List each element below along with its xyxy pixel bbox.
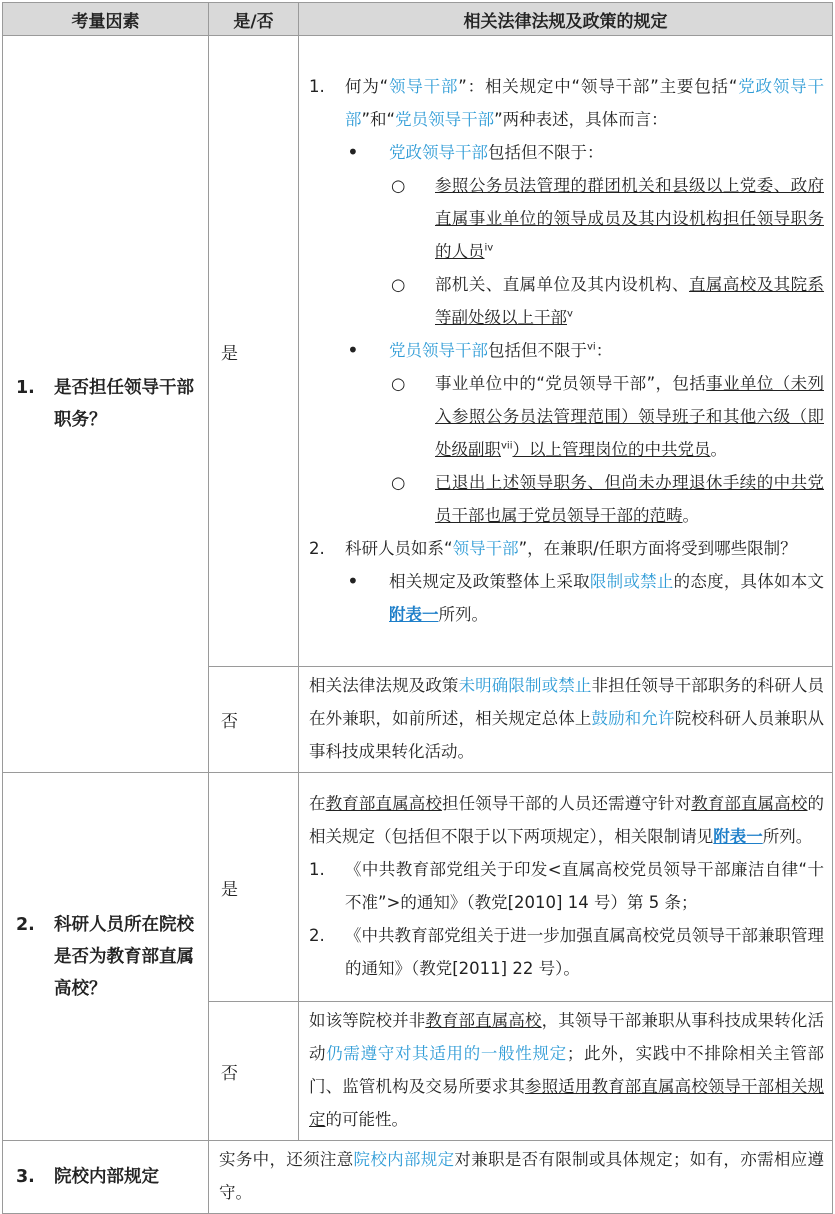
factor-title: 是否担任领导干部职务？ [54, 378, 194, 430]
list-item: ○ 已退出上述领导职务、但尚未办理退休手续的中共党员干部也属于党员领导干部的范畴。 [309, 466, 824, 532]
list-item: ○ 部机关、直属单位及其内设机构、直属高校及其院系等副处级以上干部$^v$ [309, 268, 824, 334]
bullet-icon: • [347, 139, 359, 164]
factor-number: 3. [16, 1167, 35, 1187]
regulation-table [2, 2, 833, 1214]
answer-yes: 是 [209, 773, 299, 1002]
list-item: ○ 事业单位中的“党员领导干部”，包括事业单位（未列入参照公务员法管理范围）领导班子和其他六级（即处级副职$^{vii}$）以上管理岗位的中共党员。 [309, 367, 824, 466]
factor-title: 科研人员所在院校是否为教育部直属高校？ [54, 914, 194, 999]
rule-cell: 实务中，还须注意院校内部规定对兼职是否有限制或具体规定；如有，亦需相应遵守。 [209, 1141, 833, 1214]
header-yes-no: 是/否 [209, 3, 299, 36]
rule-cell: 在教育部直属高校担任领导干部的人员还需遵守针对教育部直属高校的相关规定（包括但不限于以下两项规定），相关限制请见附表一所列。 1. 《中共教育部党组关于印发<直属高校党员领导干部廉洁自律“十不准”>的通知》（教党[2010] 14 号）第 5 条； 2. 《中共教育部党组关于进一步加强直属高校党员领导干部兼职管理的通知》（教党[2011] 22 号）。 [299, 773, 833, 1002]
answer-yes: 是 [209, 36, 299, 667]
rule-cell: 相关法律法规及政策未明确限制或禁止非担任领导干部职务的科研人员在外兼职，如前所述，相关规定总体上鼓励和允许院校科研人员兼职从事科技成果转化活动。 [299, 667, 833, 773]
list-item: ○ 参照公务员法管理的群团机关和县级以上党委、政府直属事业单位的领导成员及其内设机构担任领导职务的人员$^{iv}$ [309, 169, 824, 268]
list-item: • 党员领导干部包括但不限于$^{vi}$： [309, 334, 824, 367]
factor-number: 1. [16, 378, 35, 398]
header-rules: 相关法律法规及政策的规定 [299, 3, 833, 36]
list-item: • 相关规定及政策整体上采取限制或禁止的态度，具体如本文附表一所列。 [309, 565, 824, 631]
list-number: 1. [309, 860, 325, 879]
list-item: • 党政领导干部包括但不限于： [309, 136, 824, 169]
circle-bullet-icon: ○ [391, 274, 406, 294]
list-item: 1. 何为“领导干部”：相关规定中“领导干部”主要包括“党政领导干部”和“党员领导干部”两种表述，具体而言： [309, 70, 824, 136]
answer-no: 否 [209, 667, 299, 773]
appendix-link[interactable]: 附表一 [389, 604, 439, 624]
header-factor: 考量因素 [3, 3, 209, 36]
circle-bullet-icon: ○ [391, 373, 406, 393]
appendix-link[interactable]: 附表一 [713, 827, 763, 846]
list-number: 2. [309, 926, 325, 945]
list-number: 1. [309, 76, 325, 96]
circle-bullet-icon: ○ [391, 472, 406, 492]
rule-cell [299, 36, 833, 667]
factor-number: 2. [16, 914, 35, 935]
table-row [3, 773, 833, 1002]
bullet-icon: • [347, 568, 359, 593]
list-item: 2. 《中共教育部党组关于进一步加强直属高校党员领导干部兼职管理的通知》（教党[2011] 22 号）。 [309, 919, 824, 985]
list-item: 2. 科研人员如系“领导干部”，在兼职/任职方面将受到哪些限制？ [309, 532, 824, 565]
list-number: 2. [309, 538, 325, 558]
bullet-icon: • [347, 337, 359, 362]
list-item: 1. 《中共教育部党组关于印发<直属高校党员领导干部廉洁自律“十不准”>的通知》（教党[2010] 14 号）第 5 条； [309, 853, 824, 919]
circle-bullet-icon: ○ [391, 175, 406, 195]
answer-no: 否 [209, 1002, 299, 1141]
rule-cell: 如该等院校并非教育部直属高校，其领导干部兼职从事科技成果转化活动仍需遵守对其适用的一般性规定；此外，实践中不排除相关主管部门、监管机构及交易所要求其参照适用教育部直属高校领导干部相关规定的可能性。 [299, 1002, 833, 1141]
table-row [3, 36, 833, 667]
factor-leadership [3, 36, 209, 773]
table-row [3, 1141, 833, 1214]
factor-moe-university [3, 773, 209, 1141]
factor-title: 院校内部规定 [54, 1167, 159, 1187]
table-header-row [3, 3, 833, 36]
factor-internal-rules [3, 1141, 209, 1214]
